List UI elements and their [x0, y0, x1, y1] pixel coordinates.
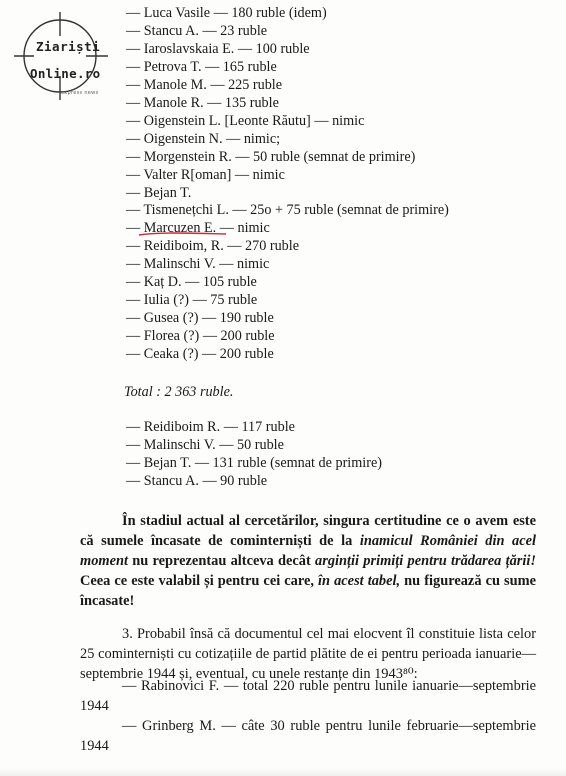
point-3-paragraph: 3. Probabil însă că documentul cel mai elocvent îl constituie lista celor 25 cominterniști cu cotizațiile de partid plătite de ei pentru perioada ianuarie—septembrie 1944 și, eventual, cu unele restanțe din 1943⁸⁰: — [80, 626, 536, 682]
contributions-list-1 — [126, 5, 449, 364]
paragraph-emphasis: arginții primiți pentru trădarea țării! — [315, 553, 536, 569]
list-item: — Tismenețchi L. — 25o + 75 ruble (semnat de primire) — [126, 202, 449, 219]
list-item: — Reidiboim, R. — 270 ruble — [126, 238, 300, 255]
list-item: — Luca Vasile — 180 ruble (idem) — [126, 5, 327, 21]
list-item: — Iaroslavskaia E. — 100 ruble — [126, 40, 310, 57]
page-shadow — [0, 768, 566, 776]
list-item: — Bejan T. — [126, 184, 192, 201]
subline-rabinovici: — Rabinovici F. — total 220 ruble pentru lunile ianuarie—septembrie 1944 — [80, 678, 536, 714]
list-item: — Malinschi V. — nimic — [126, 256, 270, 273]
list-item: — Gusea (?) — 190 ruble — [126, 310, 274, 327]
paragraph-text: nu reprezentau altceva decât — [127, 553, 316, 569]
paragraph-text: În stadiul actual al cercetărilor, singura certitudine ce o avem este că sumele încasate de cominterniști de la — [80, 513, 536, 549]
conclusion-paragraph — [80, 511, 536, 611]
list-item: — Morgenstein R. — 50 ruble (semnat de primire) — [126, 148, 416, 165]
paragraph-text: Ceea ce este valabil și pentru cei care, — [80, 573, 319, 589]
paragraph-emphasis: în acest tabel, — [318, 573, 401, 589]
list-item: — Florea (?) — 200 ruble — [126, 328, 275, 345]
list-item: — Petrova T. — 165 ruble — [126, 58, 277, 75]
list-item: — Kaț D. — 105 ruble — [126, 274, 257, 291]
logo-text-ziaristi: Ziariști — [36, 39, 101, 54]
list-item: — Oigenstein N. — nimic; — [126, 130, 281, 147]
list-item: — Reidiboim R. — 117 ruble — [126, 419, 295, 435]
logo-tagline: express news — [61, 90, 99, 96]
ziaristi-online-logo — [8, 10, 112, 100]
total-line: Total : 2 363 ruble. — [124, 384, 234, 400]
crosshair-logo-icon — [8, 10, 112, 100]
paragraph-emphasis: inamicul României din acel moment — [80, 533, 536, 569]
list-item: — Manole R. — 135 ruble — [126, 94, 279, 111]
list-item: — Manole M. — 225 ruble — [126, 76, 283, 93]
paragraph-text: nu figurează cu sume încasate! — [80, 573, 537, 609]
subline-grinberg: — Grinberg M. — câte 30 ruble pentru lunile februarie—septembrie 1944 — [80, 718, 536, 754]
list-item: — Bejan T. — 131 ruble (semnat de primire) — [126, 454, 382, 471]
list-item: — Marcuzen E. — nimic — [126, 220, 270, 237]
list-item: — Iulia (?) — 75 ruble — [126, 292, 258, 309]
list-item: — Oigenstein L. [Leonte Răutu] — nimic — [126, 112, 365, 129]
contributions-list-2 — [126, 419, 382, 491]
list-item: — Valter R[oman] — nimic — [126, 166, 285, 183]
list-item: — Malinschi V. — 50 ruble — [126, 436, 284, 453]
red-underline-mark — [138, 230, 228, 238]
list-item: — Stancu A. — 23 ruble — [126, 22, 268, 39]
logo-text-online: Online.ro — [30, 66, 101, 81]
list-item: — Stancu A. — 90 ruble — [126, 472, 268, 489]
list-item: — Ceaka (?) — 200 ruble — [126, 346, 274, 363]
